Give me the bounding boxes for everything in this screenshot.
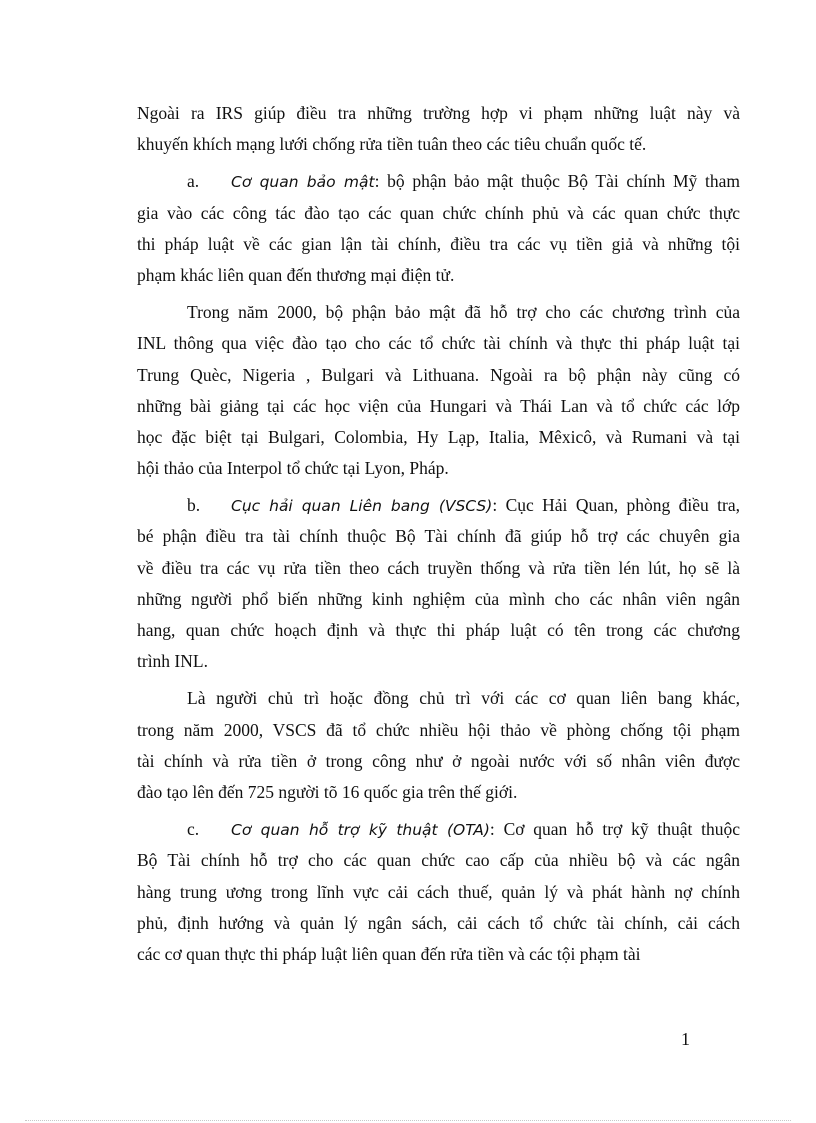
paragraph-security-training <box>137 297 740 484</box>
section-text: : Cục Hải Quan, phòng điều tra, <box>492 495 740 516</box>
section-b-heading-line <box>137 490 740 521</box>
section-title: Cơ quan bảo mật <box>231 173 375 192</box>
text-line: về điều tra các vụ rửa tiền theo cách truyền thống và rửa tiền lén lút, họ sẽ là <box>137 557 740 578</box>
text-line: Trong năm 2000, bộ phận bảo mật đã hỗ trợ cho các chương trình của <box>187 302 740 323</box>
text-line: hội thảo của Interpol tổ chức tại Lyon, Pháp. <box>137 458 449 479</box>
text-line: gia vào các công tác đào tạo các quan chức chính phủ và các quan chức thực <box>137 202 740 223</box>
page-bottom-rule <box>25 1120 791 1121</box>
text-line: INL thông qua việc đào tạo cho các tổ chức tài chính và thực thi pháp luật tại <box>137 333 740 354</box>
section-label: b. <box>187 495 201 516</box>
section-c <box>137 814 740 970</box>
text-line: phủ, định hướng và quản lý ngân sách, cải cách tổ chức tài chính, cải cách <box>137 912 740 933</box>
text-line: trình INL. <box>137 651 208 672</box>
page-number: 1 <box>681 1029 690 1049</box>
paragraph-vscs-workshops <box>137 683 740 808</box>
section-b <box>137 490 740 677</box>
text-line: hàng trung ương trong lĩnh vực cải cách thuế, quản lý và phát hành nợ chính <box>137 881 740 902</box>
section-text: : Cơ quan hỗ trợ kỹ thuật thuộc <box>489 819 740 840</box>
section-c-heading-line <box>137 814 740 845</box>
text-line: Bộ Tài chính hỗ trợ cho các quan chức cao cấp của nhiều bộ và các ngân <box>137 850 740 871</box>
section-text: : bộ phận bảo mật thuộc Bộ Tài chính Mỹ tham <box>374 171 740 192</box>
section-title: Cơ quan hỗ trợ kỹ thuật (OTA) <box>231 821 490 840</box>
document-body <box>137 98 740 970</box>
text-line: khuyến khích mạng lưới chống rửa tiền tuân theo các tiêu chuẩn quốc tế. <box>137 134 647 155</box>
section-a-heading-line <box>137 166 740 197</box>
section-title: Cục hải quan Liên bang (VSCS) <box>231 497 493 516</box>
text-line: những người phổ biến những kinh nghiệm của mình cho các nhân viên ngân <box>137 588 740 609</box>
text-line: đào tạo lên đến 725 người tõ 16 quốc gia trên thế giới. <box>137 781 518 802</box>
text-line: hang, quan chức hoạch định và thực thi pháp luật có tên trong các chương <box>137 620 740 640</box>
text-line: thi pháp luật về các gian lận tài chính, điều tra các vụ tiền giả và những tội <box>137 233 740 254</box>
text-line: Ngoài ra IRS giúp điều tra những trường hợp vi phạm những luật này và <box>137 103 740 123</box>
text-line: Trung Quèc, Nigeria , Bulgari và Lithuana. Ngoài ra bộ phận này cũng có <box>137 364 740 385</box>
text-line: phạm khác liên quan đến thương mại điện tử. <box>137 264 455 285</box>
text-line: bé phận điều tra tài chính thuộc Bộ Tài chính đã giúp hỗ trợ các chuyên gia <box>137 526 740 547</box>
text-line: tài chính và rửa tiền ở trong công như ở ngoài nước với số nhân viên được <box>137 750 740 771</box>
section-label: a. <box>187 171 200 192</box>
section-label: c. <box>187 819 200 840</box>
section-a <box>137 166 740 291</box>
text-line: Là người chủ trì hoặc đồng chủ trì với các cơ quan liên bang khác, <box>187 688 740 709</box>
text-line: các cơ quan thực thi pháp luật liên quan đến rửa tiền và các tội phạm tài <box>137 943 641 964</box>
text-line: trong năm 2000, VSCS đã tổ chức nhiều hội thảo về phòng chống tội phạm <box>137 719 740 740</box>
paragraph-irs <box>137 98 740 160</box>
text-line: những bài giảng tại các học viện của Hungari và Thái Lan và tổ chức các lớp <box>137 395 740 416</box>
text-line: học đặc biệt tại Bulgari, Colombia, Hy Lạp, Italia, Mêxicô, và Rumani và tại <box>137 426 740 447</box>
